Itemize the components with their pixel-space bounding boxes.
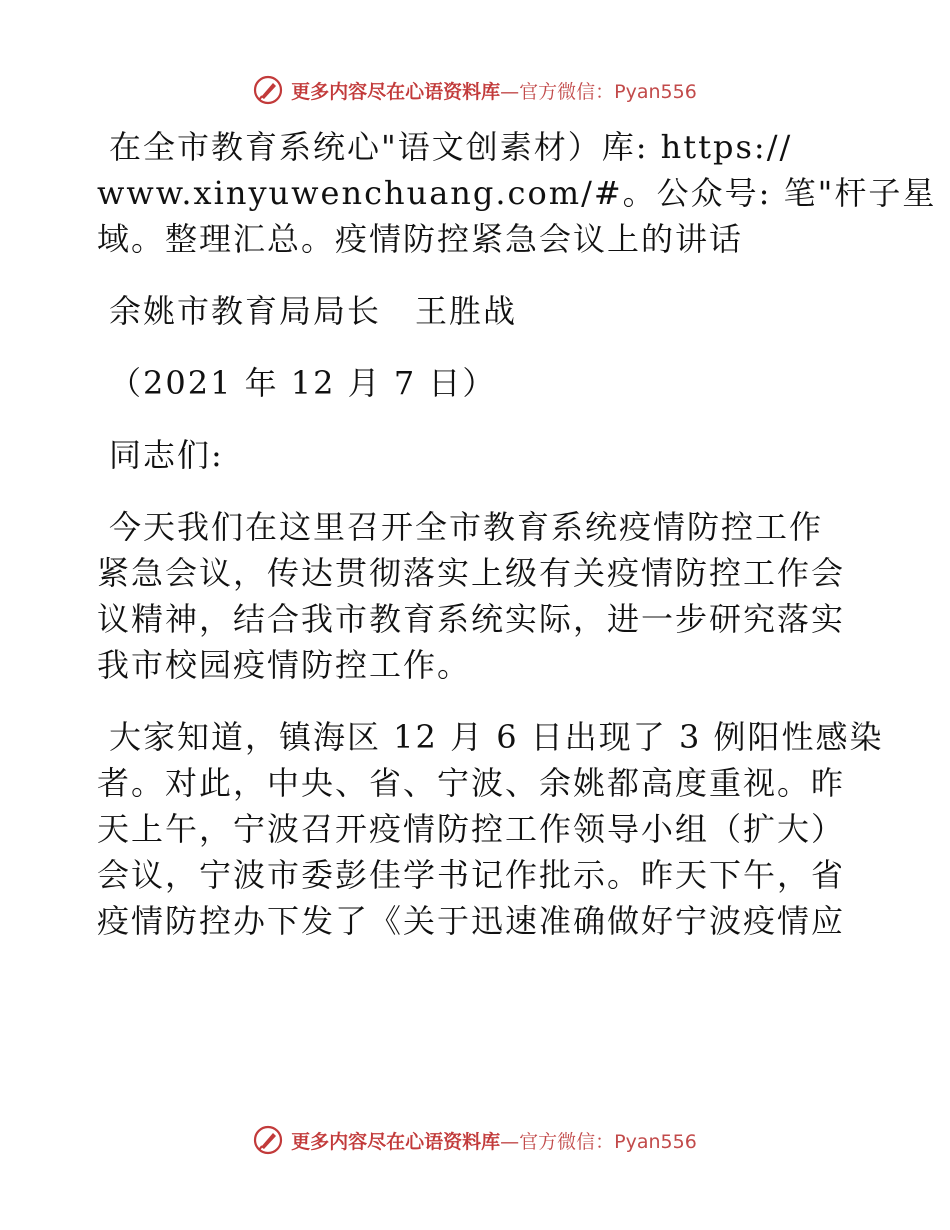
paragraph-2-line: 者。对此，中央、省、宁波、余姚都高度重视。昨 bbox=[97, 764, 846, 802]
author-line: 余姚市教育局局长 王胜战 bbox=[109, 292, 518, 330]
paragraph-1-line: 议精神，结合我市教育系统实际，进一步研究落实 bbox=[97, 600, 846, 638]
intro-line: www.xinyuwenchuang.com/#。公众号: 笔"杆子星 bbox=[97, 174, 937, 212]
footer-banner-tail: 官方微信：Pyan556 bbox=[519, 1130, 697, 1153]
header-banner bbox=[0, 70, 950, 110]
paragraph-2-line: 疫情防控办下发了《关于迅速准确做好宁波疫情应 bbox=[97, 902, 846, 940]
paragraph-2-line: 大家知道，镇海区 12 月 6 日出现了 3 例阳性感染 bbox=[109, 718, 884, 756]
intro-line: 在全市教育系统心"语文创素材）库: https:// bbox=[109, 128, 793, 166]
paragraph-1-line: 我市校园疫情防控工作。 bbox=[97, 646, 472, 684]
document-body bbox=[97, 124, 937, 970]
footer-banner-main: 更多内容尽在心语资料库 bbox=[291, 1130, 501, 1153]
header-banner-text bbox=[291, 77, 697, 104]
paragraph-2 bbox=[97, 714, 884, 944]
header-banner-tail: 官方微信：Pyan556 bbox=[519, 80, 697, 103]
header-banner-dash: — bbox=[500, 80, 520, 103]
footer-banner-dash: — bbox=[500, 1130, 520, 1153]
footer-banner-text bbox=[291, 1127, 697, 1154]
quill-logo-icon bbox=[253, 75, 283, 105]
paragraph-1-line: 紧急会议，传达贯彻落实上级有关疫情防控工作会 bbox=[97, 554, 846, 592]
paragraph-2-line: 会议，宁波市委彭佳学书记作批示。昨天下午，省 bbox=[97, 856, 846, 894]
intro-line: 域。整理汇总。疫情防控紧急会议上的讲话 bbox=[97, 220, 744, 258]
date-line: （2021 年 12 月 7 日） bbox=[109, 364, 497, 402]
quill-logo-icon bbox=[253, 1125, 283, 1155]
paragraph-1-line: 今天我们在这里召开全市教育系统疫情防控工作 bbox=[109, 508, 824, 546]
salutation: 同志们: bbox=[109, 436, 224, 474]
paragraph-1 bbox=[97, 504, 857, 688]
intro-paragraph bbox=[97, 124, 937, 262]
paragraph-2-line: 天上午，宁波召开疫情防控工作领导小组（扩大） bbox=[97, 810, 846, 848]
footer-banner bbox=[0, 1120, 950, 1160]
header-banner-main: 更多内容尽在心语资料库 bbox=[291, 80, 501, 103]
